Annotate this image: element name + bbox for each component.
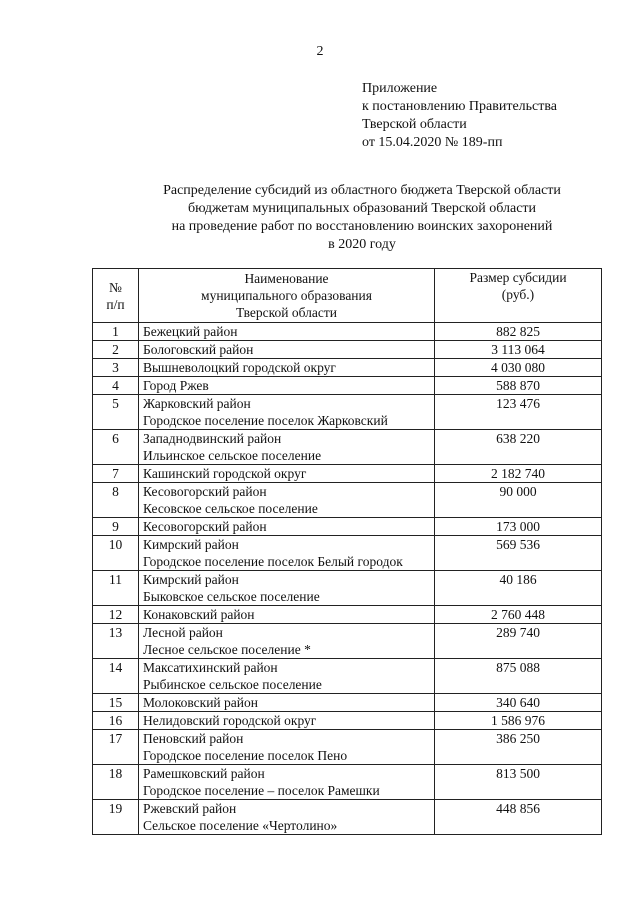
row-number: 7: [93, 465, 139, 483]
row-number: 4: [93, 377, 139, 395]
header-line: Размер субсидии: [469, 270, 567, 285]
appendix-line: к постановлению Правительства: [362, 99, 558, 114]
header-line: №: [109, 279, 122, 295]
row-number: 11: [93, 571, 139, 606]
subsidy-amount: 588 870: [435, 377, 602, 395]
municipality-line: Кашинский городской округ: [143, 466, 307, 481]
municipality-line: Молоковский район: [143, 695, 258, 710]
municipality-line: Кимрский район: [143, 537, 239, 552]
row-number: 6: [93, 430, 139, 465]
municipality-line: Быковское сельское поселение: [143, 589, 320, 604]
subsidy-amount: 2 760 448: [435, 606, 602, 624]
municipality-name: [139, 341, 435, 359]
subsidy-amount: 569 536: [435, 536, 602, 571]
municipality-line: Кесовогорский район: [143, 519, 267, 534]
municipality-line: Рыбинское сельское поселение: [143, 677, 322, 692]
municipality-name: [139, 323, 435, 341]
header-number: [93, 269, 139, 323]
subsidy-amount: 813 500: [435, 765, 602, 800]
header-line: Наименование: [244, 271, 329, 286]
municipality-line: Кимрский район: [143, 572, 239, 587]
municipality-name: [139, 430, 435, 465]
municipality-line: Конаковский район: [143, 607, 255, 622]
subsidy-amount: 638 220: [435, 430, 602, 465]
municipality-name: [139, 571, 435, 606]
table-row: [93, 323, 602, 341]
municipality-name: [139, 465, 435, 483]
subsidy-amount: 289 740: [435, 624, 602, 659]
table-row: [93, 341, 602, 359]
municipality-name: [139, 712, 435, 730]
page-number: 2: [316, 44, 324, 59]
municipality-name: [139, 659, 435, 694]
title-line: в 2020 году: [328, 237, 396, 252]
table-row: [93, 765, 602, 800]
subsidy-amount: 448 856: [435, 800, 602, 835]
row-number: 2: [93, 341, 139, 359]
municipality-name: [139, 518, 435, 536]
subsidy-amount: 3 113 064: [435, 341, 602, 359]
municipality-line: Лесное сельское поселение *: [143, 642, 311, 657]
table-row: [93, 483, 602, 518]
row-number: 13: [93, 624, 139, 659]
subsidy-amount: 173 000: [435, 518, 602, 536]
subsidy-amount: 4 030 080: [435, 359, 602, 377]
table-header-row: [93, 269, 602, 323]
municipality-line: Пеновский район: [143, 731, 244, 746]
municipality-line: Бологовский район: [143, 342, 254, 357]
municipality-line: Город Ржев: [143, 378, 209, 393]
subsidy-amount: 40 186: [435, 571, 602, 606]
header-line: муниципального образования: [201, 288, 372, 303]
table-row: [93, 536, 602, 571]
municipality-name: [139, 694, 435, 712]
table-row: [93, 571, 602, 606]
municipality-line: Западнодвинский район: [143, 431, 282, 446]
table-row: [93, 659, 602, 694]
appendix-block: [362, 80, 557, 152]
appendix-line: от 15.04.2020 № 189-пп: [362, 135, 503, 150]
row-number: 16: [93, 712, 139, 730]
subsidy-amount: 875 088: [435, 659, 602, 694]
table-row: [93, 395, 602, 430]
table-row: [93, 465, 602, 483]
municipality-line: Рамешковский район: [143, 766, 265, 781]
table-row: [93, 606, 602, 624]
municipality-line: Бежецкий район: [143, 324, 238, 339]
header-name: [139, 269, 435, 323]
row-number: 17: [93, 730, 139, 765]
subsidy-amount: 386 250: [435, 730, 602, 765]
municipality-line: Городское поселение поселок Жарковский: [143, 413, 388, 428]
table-row: [93, 359, 602, 377]
municipality-line: Лесной район: [143, 625, 223, 640]
table-row: [93, 800, 602, 835]
header-line: п/п: [106, 296, 125, 312]
municipality-line: Городское поселение поселок Пено: [143, 748, 348, 763]
subsidy-amount: 340 640: [435, 694, 602, 712]
header-line: Тверской области: [236, 305, 337, 320]
table-row: [93, 430, 602, 465]
row-number: 19: [93, 800, 139, 835]
appendix-line: Приложение: [362, 81, 438, 96]
subsidy-amount: 882 825: [435, 323, 602, 341]
municipality-line: Нелидовский городской округ: [143, 713, 317, 728]
subsidy-amount: 2 182 740: [435, 465, 602, 483]
municipality-line: Кесовогорский район: [143, 484, 267, 499]
municipality-name: [139, 765, 435, 800]
table-row: [93, 730, 602, 765]
municipality-name: [139, 730, 435, 765]
municipality-name: [139, 359, 435, 377]
subsidy-table: [92, 268, 602, 835]
document-title: [0, 182, 640, 254]
municipality-line: Жарковский район: [143, 396, 251, 411]
table-row: [93, 624, 602, 659]
row-number: 9: [93, 518, 139, 536]
municipality-line: Ржевский район: [143, 801, 237, 816]
table-body: [93, 323, 602, 835]
municipality-line: Городское поселение – поселок Рамешки: [143, 783, 380, 798]
table-row: [93, 712, 602, 730]
row-number: 15: [93, 694, 139, 712]
row-number: 14: [93, 659, 139, 694]
row-number: 5: [93, 395, 139, 430]
table-row: [93, 518, 602, 536]
row-number: 12: [93, 606, 139, 624]
title-line: Распределение субсидий из областного бюджета Тверской области: [163, 183, 561, 198]
municipality-name: [139, 606, 435, 624]
municipality-line: Ильинское сельское поселение: [143, 448, 322, 463]
row-number: 10: [93, 536, 139, 571]
municipality-name: [139, 377, 435, 395]
row-number: 3: [93, 359, 139, 377]
municipality-name: [139, 536, 435, 571]
municipality-line: Кесовское сельское поселение: [143, 501, 318, 516]
municipality-line: Сельское поселение «Чертолино»: [143, 818, 338, 833]
header-amount: [435, 269, 602, 323]
appendix-line: Тверской области: [362, 117, 467, 132]
header-line: (руб.): [501, 287, 535, 302]
municipality-name: [139, 483, 435, 518]
municipality-name: [139, 395, 435, 430]
row-number: 8: [93, 483, 139, 518]
municipality-name: [139, 800, 435, 835]
row-number: 1: [93, 323, 139, 341]
table-row: [93, 694, 602, 712]
municipality-line: Максатихинский район: [143, 660, 278, 675]
subsidy-amount: 123 476: [435, 395, 602, 430]
municipality-name: [139, 624, 435, 659]
subsidy-amount: 90 000: [435, 483, 602, 518]
table-row: [93, 377, 602, 395]
row-number: 18: [93, 765, 139, 800]
title-line: бюджетам муниципальных образований Тверской области: [187, 201, 537, 216]
municipality-line: Городское поселение поселок Белый городок: [143, 554, 403, 569]
municipality-line: Вышневолоцкий городской округ: [143, 360, 336, 375]
title-line: на проведение работ по восстановлению воинских захоронений: [171, 219, 553, 234]
subsidy-amount: 1 586 976: [435, 712, 602, 730]
